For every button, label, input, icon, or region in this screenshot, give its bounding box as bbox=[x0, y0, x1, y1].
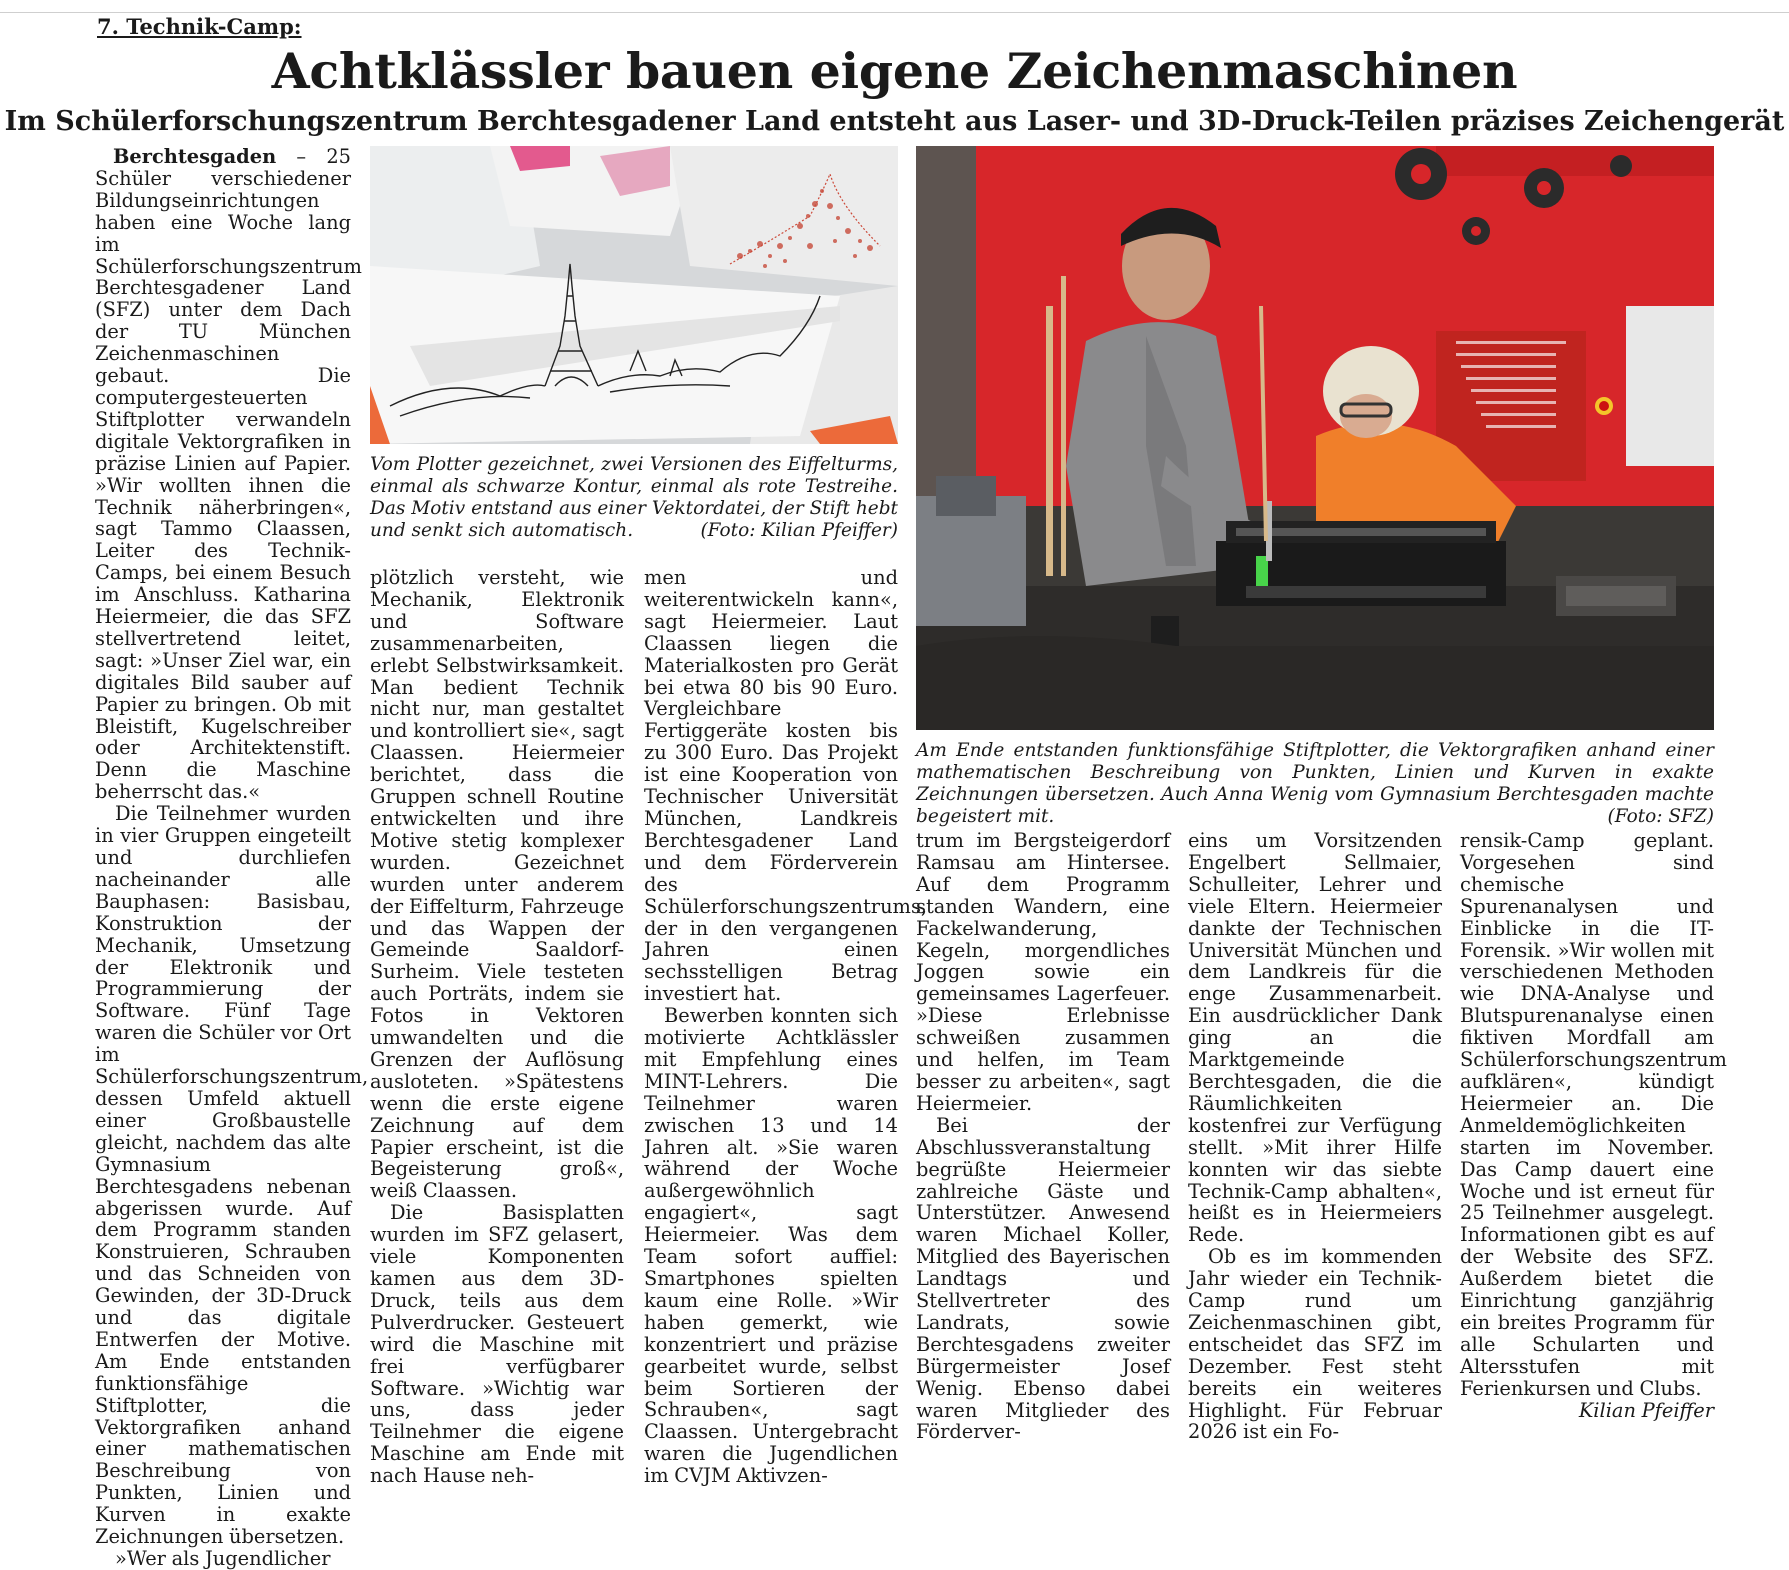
paragraph: trum im Bergsteigerdorf Ramsau am Hintersee. Auf dem Programm standen Wandern, eine Fackelwanderung, Kegeln, morgendliches Joggen sowie ein gemeinsames Lagerfeuer. »Diese Erlebnisse schweißen zusammen und helfen, im Team besser zu arbeiten«, sagt Heiermeier. bbox=[916, 829, 1170, 1115]
paragraph: men und weiterentwickeln kann«, sagt Heiermeier. Laut Claassen liegen die Materialkosten pro Gerät bei etwa 80 bis 90 Euro. Vergleichbare Fertiggeräte kosten bis zu 300 Euro. Das Projekt ist eine Kooperation von Technischer Universität München, Landkreis Berchtesgadener Land und dem Förderverein des Schülerforschungszentrums, der in den vergangenen Jahren einen sechsstelligen Betrag investiert hat. bbox=[644, 566, 928, 1006]
article-column-5 bbox=[1188, 829, 1442, 1444]
headline: Achtklässler bauen eigene Zeichenmaschinen bbox=[271, 42, 1518, 100]
paragraph: eins um Vorsitzenden Engelbert Sellmaier, Schulleiter, Lehrer und viele Eltern. Heiermeier dankte der Technischen Universität München und dem Landkreis für die enge Zusammenarbeit. Ein ausdrücklicher Dank ging an die Marktgemeinde Berchtesgaden, die die Räumlichkeiten kostenfrei zur Verfügung stellt. »Mit ihrer Hilfe konnten wir das siebte Technik-Camp abhalten«, heißt es in Heiermeiers Rede. bbox=[1188, 829, 1442, 1247]
paragraph bbox=[1460, 829, 1727, 1422]
caption-text: Vom Plotter gezeichnet, zwei Versionen des Eiffelturms, einmal als schwarze Kontur, einmal als rote Testreihe. Das Motiv entstand aus einer Vektordatei, der Stift hebt und senkt sich automatisch. bbox=[370, 454, 898, 541]
photo-eiffel-drawings bbox=[370, 146, 898, 444]
top-rule bbox=[0, 12, 1789, 13]
article-column-1 bbox=[95, 145, 369, 1570]
article-column-6 bbox=[1460, 829, 1727, 1422]
caption-text: Am Ende entstanden funktionsfähige Stiftplotter, die Vektorgrafiken anhand einer mathematischen Beschreibung von Punkten, Linien und Kurven in exakte Zeichnungen übersetzen. Auch Anna Wenig vom Gymnasium Berchtesgaden machte begeistert mit. bbox=[916, 740, 1714, 827]
photo-workshop bbox=[916, 146, 1714, 730]
photo1-caption bbox=[370, 454, 898, 542]
photo1-credit: (Foto: Kilian Pfeiffer) bbox=[700, 520, 898, 541]
paragraph-text: rensik-Camp geplant. Vorgesehen sind chemische Spurenanalysen und Einblicke in die IT-Forensik. »Wir wollen mit verschiedenen Methoden wie DNA-Analyse und Blutspurenanalyse einen fiktiven Mordfall am Schülerforschungszentrum aufklären«, kündigt Heiermeier an. Die Anmeldemöglichkeiten starten im November. Das Camp dauert eine Woche und ist erneut für 25 Teilnehmer ausgelegt. Informationen gibt es auf der Website des SFZ. Außerdem bietet die Einrichtung ganzjährig ein breites Programm für alle Schularten und Altersstufen mit Ferienkursen und Clubs. bbox=[1460, 829, 1727, 1400]
paragraph: plötzlich versteht, wie Mechanik, Elektronik und Software zusammenarbeiten, erlebt Selbstwirksamkeit. Man bedient Technik nicht nur, man gestaltet und kontrolliert sie«, sagt Claassen. Heiermeier berichtet, dass die Gruppen schnell Routine entwickelten und ihre Motive stetig komplexer wurden. Gezeichnet wurden unter anderem der Eiffelturm, Fahrzeuge und das Wappen der Gemeinde Saaldorf-Surheim. Viele testeten auch Porträts, indem sie Fotos in Vektoren umwandelten und die Grenzen der Auflösung ausloteten. »Spätestens wenn die erste eigene Zeichnung auf dem Papier erscheint, ist die Begeisterung groß«, weiß Claassen. bbox=[370, 566, 624, 1203]
eiffel-drawings-image bbox=[370, 146, 898, 444]
paragraph: Bewerben konnten sich motivierte Achtklässler mit Empfehlung eines MINT-Lehrers. Die Teilnehmer waren zwischen 13 und 14 Jahren alt. »Sie waren während der Woche außergewöhnlich engagiert«, sagt Heiermeier. Was dem Team sofort auffiel: Smartphones spielten kaum eine Rolle. »Wir haben gemerkt, wie konzentriert und präzise gearbeitet wurde, selbst beim Sortieren der Schrauben«, sagt Claassen. Untergebracht waren die Jugendlichen im CVJM Aktivzen- bbox=[644, 1004, 898, 1488]
subheadline: Im Schülerforschungszentrum Berchtesgadener Land entsteht aus Laser- und 3D-Druck-Teilen präzises Zeichengerät bbox=[4, 106, 1785, 137]
paragraph: »Wer als Jugendlicher bbox=[115, 1547, 331, 1570]
photo2-caption bbox=[916, 740, 1714, 827]
dateline: Berchtesgaden bbox=[113, 145, 277, 168]
article-column-3 bbox=[644, 566, 928, 1488]
workshop-image bbox=[916, 146, 1714, 730]
paragraph-text: – 25 Schüler verschiedener Bildungseinrichtungen haben eine Woche lang im Schülerforschungszentrum Berchtesgadener Land (SFZ) unter dem Dach der TU München Zeichenmaschinen gebaut. Die computergesteuerten Stiftplotter verwandeln digitale Vektorgrafiken in präzise Linien auf Papier. »Wir wollten ihnen die Technik näherbringen«, sagt Tammo Claassen, Leiter des Technik-Camps, bei einem Besuch im Anschluss. Katharina Heiermeier, die das SFZ stellvertretend leitet, sagt: »Unser Ziel war, ein digitales Bild sauber auf Papier zu bringen. Ob mit Bleistift, Kugelschreiber oder Architektenstift. Denn die Maschine beherrscht das.« bbox=[95, 145, 362, 804]
paragraph: Die Basisplatten wurden im SFZ gelasert, viele Komponenten kamen aus dem 3D-Druck, teils aus dem Pulverdrucker. Gesteuert wird die Maschine mit frei verfügbarer Software. »Wichtig war uns, dass jeder Teilnehmer die eigene Maschine am Ende mit nach Hause neh- bbox=[370, 1201, 624, 1488]
paragraph: Bei der Abschlussveranstaltung begrüßte Heiermeier zahlreiche Gäste und Unterstützer. Anwesend waren Michael Koller, Mitglied des Bayerischen Landtags und Stellvertreter des Landrats, sowie Berchtesgadens zweiter Bürgermeister Josef Wenig. Ebenso dabei waren Mitglieder des Förderver- bbox=[916, 1113, 1170, 1444]
kicker: 7. Technik-Camp: bbox=[97, 14, 302, 39]
author-byline: Kilian Pfeiffer bbox=[1578, 1398, 1714, 1422]
article-column-4 bbox=[916, 829, 1170, 1444]
paragraph: Ob es im kommenden Jahr wieder ein Technik-Camp rund um Zeichenmaschinen gibt, entscheidet das SFZ im Dezember. Fest steht bereits ein weiteres Highlight. Für Februar 2026 ist ein Fo- bbox=[1188, 1245, 1442, 1444]
photo2-credit: (Foto: SFZ) bbox=[1607, 806, 1714, 827]
paragraph bbox=[95, 145, 362, 804]
article-column-2 bbox=[370, 566, 624, 1488]
paragraph: Die Teilnehmer wurden in vier Gruppen eingeteilt und durchliefen nacheinander alle Bauphasen: Basisbau, Konstruktion der Mechanik, Umsetzung der Elektronik und Programmierung der Software. Fünf Tage waren die Schüler vor Ort im Schülerforschungszentrum, dessen Umfeld aktuell einer Großbaustelle gleicht, nachdem das alte Gymnasium Berchtesgadens nebenan abgerissen wurde. Auf dem Programm standen Konstruieren, Schrauben und das Schneiden von Gewinden, der 3D-Druck und das digitale Entwerfen der Motive. Am Ende entstanden funktionsfähige Stiftplotter, die Vektorgrafiken anhand einer mathematischen Beschreibung von Punkten, Linien und Kurven in exakte Zeichnungen übersetzen. bbox=[95, 802, 369, 1549]
